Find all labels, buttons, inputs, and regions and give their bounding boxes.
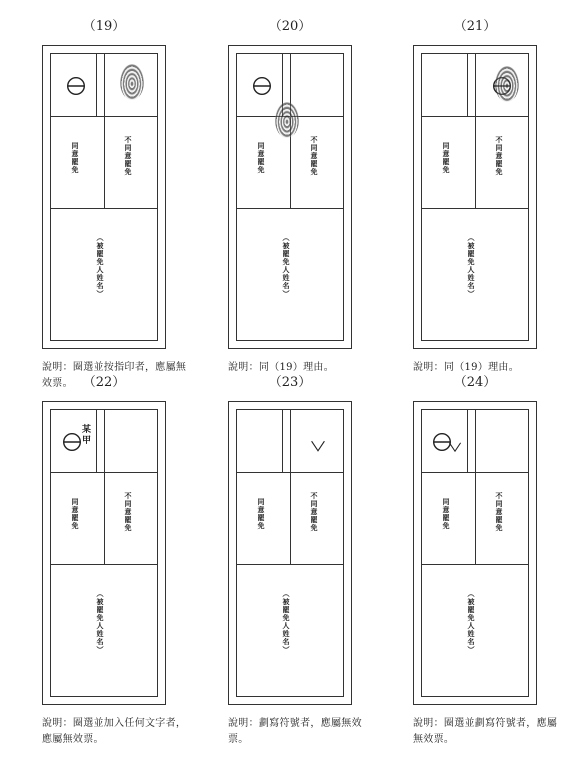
ballot-sheet	[413, 401, 537, 705]
agree-label: 同意罷免	[442, 142, 451, 174]
agree-label: 同意罷免	[71, 498, 80, 530]
explanation-text: 說明：圈選並劃寫符號者，應屬無效票。	[413, 718, 558, 745]
fingerprint-mark	[495, 66, 519, 102]
circle-slash-icon	[252, 76, 272, 96]
ballot-number: （23）	[268, 375, 312, 390]
ballot-sheet	[228, 401, 352, 705]
disagree-label: 不同意罷免	[495, 492, 504, 532]
candidate-name-label: （被罷免人姓名）	[467, 590, 476, 654]
disagree-label: 不同意罷免	[124, 492, 133, 532]
candidate-name-label: （被罷免人姓名）	[282, 590, 291, 654]
ballot-sheet	[413, 45, 537, 349]
circle-slash-icon	[66, 76, 86, 96]
agree-label: 同意罷免	[257, 498, 266, 530]
agree-label: 同意罷免	[442, 498, 451, 530]
check-mark-icon	[310, 438, 326, 454]
ballot-number: （24）	[453, 375, 497, 390]
explanation-text: 說明：同（19）理由。	[228, 362, 335, 373]
explanation-text: 說明：劃寫符號者，應屬無效票。	[228, 718, 362, 745]
candidate-name-label: （被罷免人姓名）	[96, 234, 105, 298]
disagree-label: 不同意罷免	[310, 492, 319, 532]
added-text-mark: 某甲	[82, 425, 92, 446]
agree-label: 同意罷免	[257, 142, 266, 174]
agree-label: 同意罷免	[71, 142, 80, 174]
explanation-text: 說明：圈選並加入任何文字者，應屬無效票。	[42, 718, 187, 745]
fingerprint-mark	[120, 64, 144, 100]
disagree-label: 不同意罷免	[124, 136, 133, 176]
ballot-number: （20）	[268, 19, 312, 34]
ballot-sheet	[42, 401, 166, 705]
ballot-sheet	[42, 45, 166, 349]
candidate-name-label: （被罷免人姓名）	[96, 590, 105, 654]
ballot-number: （22）	[82, 375, 126, 390]
disagree-label: 不同意罷免	[495, 136, 504, 176]
candidate-name-label: （被罷免人姓名）	[467, 234, 476, 298]
circle-slash-icon	[62, 432, 82, 452]
explanation-text: 說明：圈選並按指印者，應屬無效票。	[42, 362, 187, 389]
ballot-number: （21）	[453, 19, 497, 34]
fingerprint-mark	[275, 102, 299, 138]
ballot-number: （19）	[82, 19, 126, 34]
disagree-label: 不同意罷免	[310, 136, 319, 176]
candidate-name-label: （被罷免人姓名）	[282, 234, 291, 298]
ballot-sheet	[228, 45, 352, 349]
check-mark-icon	[448, 440, 462, 454]
explanation-text: 說明：同（19）理由。	[413, 362, 520, 373]
